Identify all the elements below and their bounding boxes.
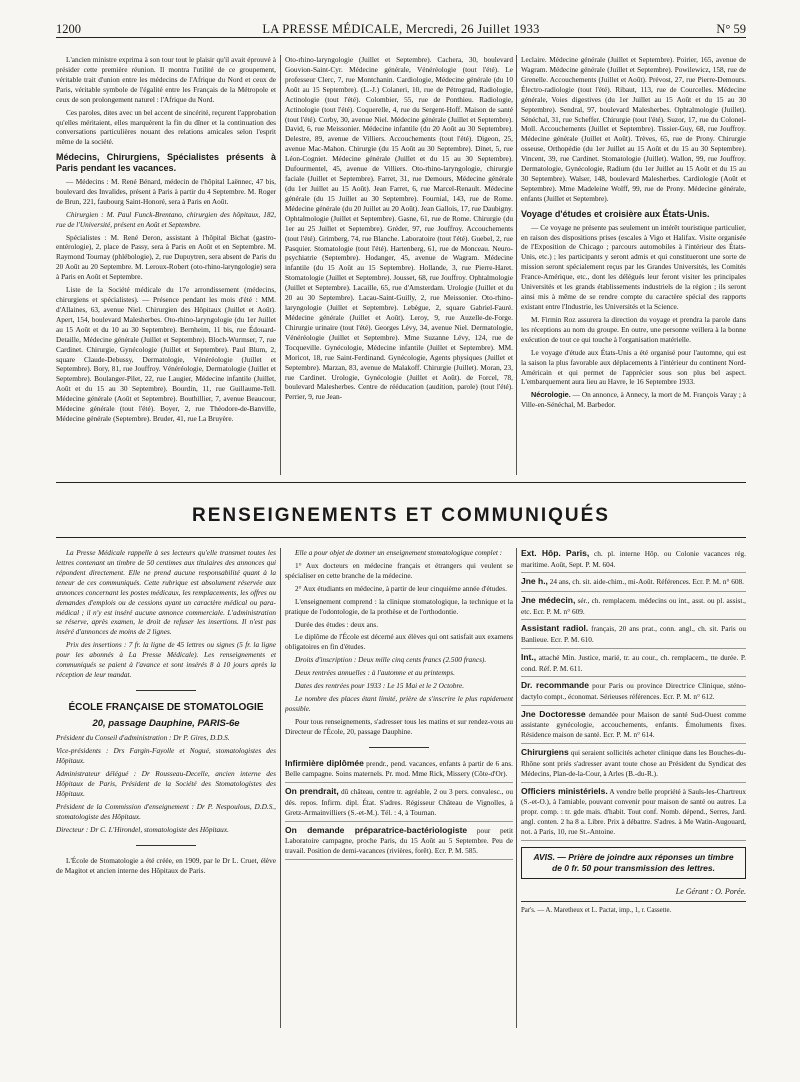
ad-title: Jne h., [521, 576, 548, 587]
ad-title: Assistant radiol. [521, 623, 589, 634]
prices-paragraph: Prix des insertions : 7 fr. la ligne de 45 lettres ou signes (5 fr. la ligne pour les abonnés à La Presse Médicale). Les renseignements et communiqués se paient à l'avance et sont insérés 8 à 10 jours après la réception de leur mandat. [56, 640, 276, 680]
ad-text: demandée pour Maison de santé Sud-Ouest comme assistante gynécologie, accouchements, enfants. Émoluments fixes. Résidence maison de santé. Ecr. P. M. n° 614. [521, 709, 746, 740]
paragraph: Oto-rhino-laryngologie (Juillet et Septembre). Cachera, 30, boulevard Gouvion-Saint-Cyr. Médecine générale, Vénéréologie (tout l'été). Le professeur Clerc, 7, rue Montchanin. Cardiologie, Médecine générale (du 10 Août au 15 Septembre). (L.-J.) Colaneri, 10, rue de Pétrograd, Radiologie, Actinologie (tout l'été). Colombier, 55, rue de Ponthieu. Radiologie, Actinologie (tout l'été). Coquerelle, 4, rue du Sergent-Hoff. Maison de santé (tout l'été). Corby, 30, avenue Niel. Médecine générale (Juillet et Septembre). David, 6, rue Meissonier. Médecine infantile (du 20 Août au 30 Septembre). Delestre, 89, avenue de Villiers. Accouchements (tout l'été). Digeon, 25, avenue Mac-Mahon. Chirurgie (du 15 Août au 30 Septembre). Dinet, 5, rue Léon-Cogniet. Médecine générale (Juillet et du 15 au 30 Septembre). Dufourmentel, 45, avenue de Villiers. Oto-rhino-laryngologie, chirurgie faciale (Juillet et Septembre). Farret, 31, rue Demours, Médecine générale (du 1er Juillet au 15 Août). Jean Farret, 6, rue Marcel-Renault. Médecine générale (du 15 Juillet au 30 Septembre). Fournial, 143, rue de Rome. Médecine générale (du 20 Juillet au 20 Août). Jean Gallois, 17, rue Daubigny. Ophtalmologie (Juillet et Septembre). Gasne, 61, rue de Rome. Chirurgie (du 1er au 25 Juillet et Septembre). Gréder, 97, rue Jouffroy. Accouchements (tout l'été). Grimberg, 74, rue Blanche. Laboratoire (tout l'été). Guebel, 2, rue Pasquier. Stomatologie (tout l'été). Hartenberg, 61, rue de Monceau. Neuro-psychiatrie (Septembre). Hodanger, 45, avenue de Wagram. Médecine infantile (du 15 Août au 15 Septembre). Hollande, 3, rue Pierre-Haret. Stomatologie (Juillet et Septembre). Jousset, 68, rue Jouffroy. Ophtalmologie (Juillet et Septembre). Lacaille, 65, rue d'Amsterdam. Urologie (Juillet et du 20 au 30 Septembre). Lacau-Saint-Guilly, 2, rue Meissonier. Oto-rhino-laryngologie (Juillet et Septembre). Lebègue, 2, square Gabriel-Fauré. Médecine générale (Juillet et Août). Leroy, 9, rue Auzelle-de-Forge. Chirurgie urinaire (tout l'été). Georges Lévy, 34, avenue Niel. Dermatologie, Vénéréologie (Juillet et Septembre). Mme Suzanne Lévy, 124, rue de Tocqueville. Gynécologie, Médecine infantile (Juillet et Septembre). MM. Moricot, 18, rue Saint-Ferdinand. Gynécologie, Agents physiques (Juillet et Septembre). Marzan, 83, avenue de Malakoff. Chirurgie (Juillet). Moran, 23, rue Cardinet. Urologie, Gynécologie (Juillet et Août). de Forcel, 78, boulevard Malesherbes. Centre de rééducation (audition, parole) (tout l'été). Perrier, 9, rue Jean- [285, 55, 513, 402]
classified-ad [521, 680, 746, 705]
paragraph: Durée des études : deux ans. [295, 619, 379, 629]
issue-number: N° 59 [716, 22, 746, 36]
page-number: 1200 [56, 22, 81, 36]
classified-ad [521, 747, 746, 782]
paragraph: L'ancien ministre exprima à son tour tout le plaisir qu'il avait éprouvé à présider cette première réunion. Il montra l'utilité de ce groupement, véritable trait d'union entre les médecins de l'Afrique du Nord et ceux de Paris, véritable symbole de l'égalité entre les Français de la Métropole et ceux de son prolongement naturel : l'Afrique du Nord. [56, 55, 276, 104]
divider [136, 845, 196, 846]
paragraph: Chirurgien : M. Paul Funck-Brentano, chirurgien des hôpitaux, 182, rue de l'Université, présent en Août et Septembre. [56, 209, 276, 229]
printer-line: Par's. — A. Maretheux et L. Pactat, imp., 1, r. Cassette. [521, 906, 672, 914]
page-header [56, 22, 746, 38]
classified-ad [521, 709, 746, 744]
top-column-2 [285, 55, 513, 475]
ad-text: prendr., pend. vacances, enfants à partir de 6 ans. Belle campagne. Soins maternels. Pr. mod. Mme Rick, Missery (Côte-d'Or). [285, 758, 513, 779]
section-heading: Voyage d'études et croisière aux États-Unis. [521, 208, 710, 219]
divider [136, 690, 196, 691]
ad-text: A vendre belle propriété à Sauls-les-Chartreux (S.-et-O.), à l'amiable, pouvant convenir pour maison de santé ou autres. La propr. comp. : tr. gde mais. d'habit. Tout conf. Nomb. dépend., Serres, Jard. angl. conten. 2 ha 8 a. Libre. Prix à débattre. S'adres. à Me Watin-Augouard, not. à Paris, 10, rue St.-Antoine. [521, 786, 746, 836]
notice-paragraph: La Presse Médicale rappelle à ses lecteurs qu'elle transmet toutes les lettres contenant un timbre de 50 centimes aux titulaires des annonces qui répondent directement. Elle ne prend aucune responsabilité quant à la teneur de ces communiqués. Cette rubrique est absolument réservée aux annonces concernant les postes médicaux, les remplacements, les offres ou demandes d'emplois ou de cessions ayant un caractère médical ou para-médical ; il n'y est inséré aucune annonce commerciale. L'administration se réserve, après examen, le droit de refuser les insertions. Il n'est pas inséré d'annonces de moins de 2 lignes. [56, 548, 276, 637]
paragraph: Le voyage d'étude aux États-Unis a été organisé pour l'automne, qui est la saison la plus favorable aux déplacements à l'intérieur du continent Nord-Américain et qui permet de l'apprécier sous son plus bel aspect. L'embarquement aura lieu au Havre, le 16 Septembre 1933. [521, 347, 746, 387]
top-column-3 [521, 55, 746, 475]
bottom-column-3 [521, 548, 746, 1028]
classified-ad [285, 825, 513, 860]
paragraph: Droits d'inscription : Deux mille cinq cents francs (2.500 francs). [295, 655, 487, 665]
school-address: 20, passage Dauphine, PARIS-6e [92, 717, 240, 729]
divider [369, 747, 429, 748]
paragraph: 2° Aux étudiants en médecine, à partir de leur cinquième année d'études. [295, 583, 507, 593]
ad-title: Int., [521, 651, 537, 662]
gerant-line: Le Gérant : O. Porée. [521, 887, 746, 902]
classified-ad [521, 623, 746, 648]
classified-ad [521, 576, 746, 592]
paragraph: Le diplôme de l'École est décerné aux élèves qui ont satisfait aux examens obligatoires en fin d'études. [285, 632, 513, 652]
classified-ads-list [521, 548, 746, 841]
ad-title: Dr. recommande [521, 680, 589, 691]
paragraph: 1° Aux docteurs en médecine français et étrangers qui veulent se spécialiser en cette branche de la médecine. [285, 560, 513, 580]
column-divider [280, 548, 281, 1028]
paragraph: Leclaire. Médecine générale (Juillet et Septembre). Poirier, 165, avenue de Wagram. Médecine générale (Juillet et Septembre). Powilewicz, 158, rue de Grenelle. Accouchements (Juillet et Août). Prévost, 27, rue Pierre-Demours. Électro-radiologie (tout l'été). Ribaut, 113, rue de Courcelles. Médecine générale, Voies digestives (du 1er Juillet au 15 Août et du 15 au 30 Septembre). Sendral, 97, boulevard Malesherbes. Ophtalmologie (Juillet). Sénéchal, 31, rue Scheffer. Chirurgie (tout l'été). Suzor, 17, rue du Colonel-Moll. Accouchements (Juillet et Septembre). Tissier-Guy, 68, rue Jouffroy. Médecine générale (Juillet et Août). Trèves, 65, rue de Prony. Chirurgie osseuse, Orthopédie (du 1er Juillet au 15 Août et du 15 au 30 Septembre). Vincent, 39, rue Cardinet. Stomatologie (Juillet). Wallon, 99, rue Jouffroy. Dermatologie, Gynécologie, Radium (du 1er Juillet au 15 Août et du 15 au 30 Septembre). Walser, 148, boulevard Malesherbes. Cardiologie (Août et Septembre). Mme Madeleine Wolff, 99, rue de Prony. Médecine générale, enfants (Juillet et Septembre). [521, 55, 746, 203]
avis-box: AVIS. — Prière de joindre aux réponses un timbre de 0 fr. 50 pour transmission des lettres. [521, 847, 746, 879]
ad-title: Officiers ministériels. [521, 785, 608, 796]
ad-text: dû château, centre tr. agréable, 2 ou 3 pers. convalesc., ou dés. repos. Infirm. dipl. État. S'adres. Régisseur Château de Vignolles, à Gretz-Armainvilliers (S.-et-M.). Tél. : 4, à Tournan. [285, 787, 513, 817]
paragraph: Pour tous renseignements, s'adresser tous les matins et sur rendez-vous au Directeur de l'École, 20, passage Dauphine. [285, 716, 513, 736]
classified-ad [285, 786, 513, 821]
ad-text: pour petit Laboratoire campagne, proche Paris, du 15 Août au 5 Septembre. Peu de travail. Position de demi-vacances (rivières, forêt). Ecr. P. M. 585. [285, 825, 513, 856]
top-column-1 [56, 55, 276, 475]
paragraph: — Ce voyage ne présente pas seulement un intérêt touristique particulier, en raison des dispositions prises (escales à Vigo et Halifax. Visite organisée de l'Exposition de Chicago ; parcours automobiles à l'intérieur des États-Unis, etc.) ; les participants y seront admis et qui constitueront une sorte de mission seront spécialement reçus par les Grandes Universités, les Comités France-Amérique, etc., dont les délégués leur feront visiter les principales Universités et les grands établissements industriels de la région ; ils seront ainsi mis à même de se rendre compte du caractère spécial des rapports existant entre l'Industrie, les Universités et la Science. [521, 222, 746, 311]
necrologie-heading: Nécrologie. [531, 390, 571, 400]
bottom-column-1 [56, 548, 276, 998]
ad-text: attaché Min. Justice, marié, tr. au cour., ch. remplacem., tte durée. P. cond. Réf. P. M. 611. [521, 652, 746, 673]
paragraph: Spécialistes : M. René Deron, assistant à l'hôpital Bichat (gastro-entérologie), 2, place de Passy, sera à Paris en Août et en Septembre. M. Raymond Tournay (phlébologie), 2, rue Dupuytren, sera absent de Paris du 20 Août au 20 Septembre. M. Leroux-Robert (oto-rhino-laryngologie) sera à Paris en Août et Septembre. [56, 232, 276, 282]
school-title: ÉCOLE FRANÇAISE DE STOMATOLOGIE [68, 701, 264, 713]
ad-title: On demande préparatrice-bactériologiste [285, 824, 468, 835]
board-member: Vice-présidents : Drs Fargin-Fayolle et Nogué, stomatologistes des Hôpitaux. [56, 746, 276, 766]
paragraph: Deux rentrées annuelles : à l'automne et au printemps. [295, 668, 455, 678]
ad-title: Jne médecin, [521, 595, 576, 606]
classified-ad [521, 652, 746, 677]
ad-title: Jne Doctoresse [521, 708, 586, 719]
necrologie-text: — On annonce, à Annecy, la mort de M. François Varay ; à Ville-en-Sénéchal, M. Barbedor. [521, 390, 746, 410]
classified-ad [521, 548, 746, 573]
ad-text: ch. pl. interne Hôp. ou Colonie vacances rég. maritime. Août, Sept. P. M. 604. [521, 549, 746, 569]
section-heading: Médecins, Chirurgiens, Spécialistes présents à Paris pendant les vacances. [56, 152, 276, 174]
ad-text: sér., ch. remplacem. médecins ou int., asst. ou pl. assist., etc. Ecr. P. M. n° 609. [521, 596, 746, 616]
column-divider [516, 55, 517, 475]
board-member: Administrateur délégué : Dr Rousseau-Decelle, ancien interne des Hôpitaux de Paris, Président de la Société des Stomatologistes des Hôpitaux. [56, 769, 276, 799]
classified-ad [521, 595, 746, 620]
paragraph: Le nombre des places étant limité, prière de s'inscrire le plus rapidement possible. [285, 694, 513, 713]
ad-title: Chirurgiens [521, 747, 569, 758]
column-divider [280, 55, 281, 475]
ad-text: français, 20 ans prat., conn. angl., ch. sit. Paris ou Banlieue. Ecr. P. M. 610. [521, 624, 746, 645]
paragraph: Ces paroles, dites avec un bel accent de sincérité, reçurent l'approbation qu'elles méritaient, elles marquèrent la fin du dîner et la continuation des conversations particulières nouant des relations amicales selon l'esprit même de la société. [56, 107, 276, 147]
classified-ad [285, 758, 513, 783]
board-member: Directeur : Dr C. L'Hirondel, stomatologiste des Hôpitaux. [56, 824, 229, 834]
ad-title: Ext. Hôp. Paris, [521, 548, 590, 558]
paragraph: Elle a pour objet de donner un enseignement stomatologique complet : [295, 548, 503, 557]
ad-text: pour Paris ou province Directrice Clinique, sténo-dactylo compt., économat. Sérieuses références. Ecr. P. M. n° 612. [521, 681, 746, 701]
paragraph: M. Firmin Roz assurera la direction du voyage et prendra la parole dans les réceptions au nom du groupe. En outre, une personne veillera à la bonne exécution de tout ce qui touche à l'organisation matérielle. [521, 314, 746, 344]
ad-text: qui seraient sollicités acheter clinique dans les Bouches-du-Rhône sont priés s'adresser avant toute chose au Président du Syndicat des Médecins, Plan-de-la-Cour, à Arles (B.-du-R.). [521, 748, 746, 778]
column-divider [516, 548, 517, 1028]
paragraph: L'enseignement comprend : la clinique stomatologique, la technique et la pratique de l'odontologie, de la prothèse et de l'orthodontie. [285, 596, 513, 616]
paragraph: L'École de Stomatologie a été créée, en 1909, par le Dr L. Cruet, élève de Magitot et ancien interne des Hôpitaux de Paris. [56, 855, 276, 875]
section-divider [56, 482, 746, 483]
board-member: Président du Conseil d'administration : Dr P. Gires, D.D.S. [56, 733, 230, 743]
ad-title: Infirmière diplômée [285, 757, 364, 768]
ad-title: On prendrait, [285, 786, 339, 797]
paragraph: — Médecins : M. René Bénard, médecin de l'hôpital Laënnec, 47 bis, boulevard des Invalides, présent à Paris à partir du 4 Septembre. M. Roger de Brun, 221, faubourg Saint-Honoré, sera à Paris en Août. [56, 176, 276, 206]
section-divider [56, 537, 746, 538]
journal-title: LA PRESSE MÉDICALE, Mercredi, 26 Juillet 1933 [262, 22, 540, 36]
classified-ad [521, 786, 746, 841]
board-member: Président de la Commission d'enseignement : Dr P. Nespoulous, D.D.S., stomatologiste des Hôpitaux. [56, 802, 276, 821]
paragraph: Dates des rentrées pour 1933 : Le 15 Mai et le 2 Octobre. [295, 681, 465, 691]
paragraph: Liste de la Société médicale du 17e arrondissement (médecins, chirurgiens et spécialistes). — Présence pendant les mois d'été : MM. d'Allaines, 63, avenue Niel. Chirurgien des Hôpitaux (Juillet et Août). Apert, 154, boulevard Malesherbes. Oto-rhino-laryngologie (du 1er Juillet au 15 Août et du 10 au 30 Septembre). Bernheim, 11 bis, rue Édouard-Detaille, Médecine générale (Juillet et Septembre). Bloch-Wurmser, 7, rue Cardinet. Chirurgie, Gynécologie (Juillet et Septembre). Paul Blum, 2, square Claude-Debussy, Dermatologie, Vénéréologie (Juillet et Septembre). Bory, 81, rue Jouffroy. Vénéréologie, Dermatologie (Juillet et Septembre). Boulanger-Pilet, 22, rue Laugier, Médecine infantile (Juillet, Août et du 15 au 30 Septembre). Bourdin, 11, rue Guillaume-Tell. Médecine générale (Août et Septembre). Bouthillier, 7, avenue Beaucour, Médecine générale (tout l'été). Boyer, 2, rue Théodore-de-Banville, Médecine générale (Septembre). Bruder, 41, rue La Bruyère. [56, 285, 276, 424]
section-banner: RENSEIGNEMENTS ET COMMUNIQUÉS [192, 505, 610, 526]
ad-text: 24 ans, ch. sit. aide-chim., mi-Août. Références. Ecr. P. M. n° 608. [549, 577, 744, 587]
bottom-column-2 [285, 548, 513, 1028]
